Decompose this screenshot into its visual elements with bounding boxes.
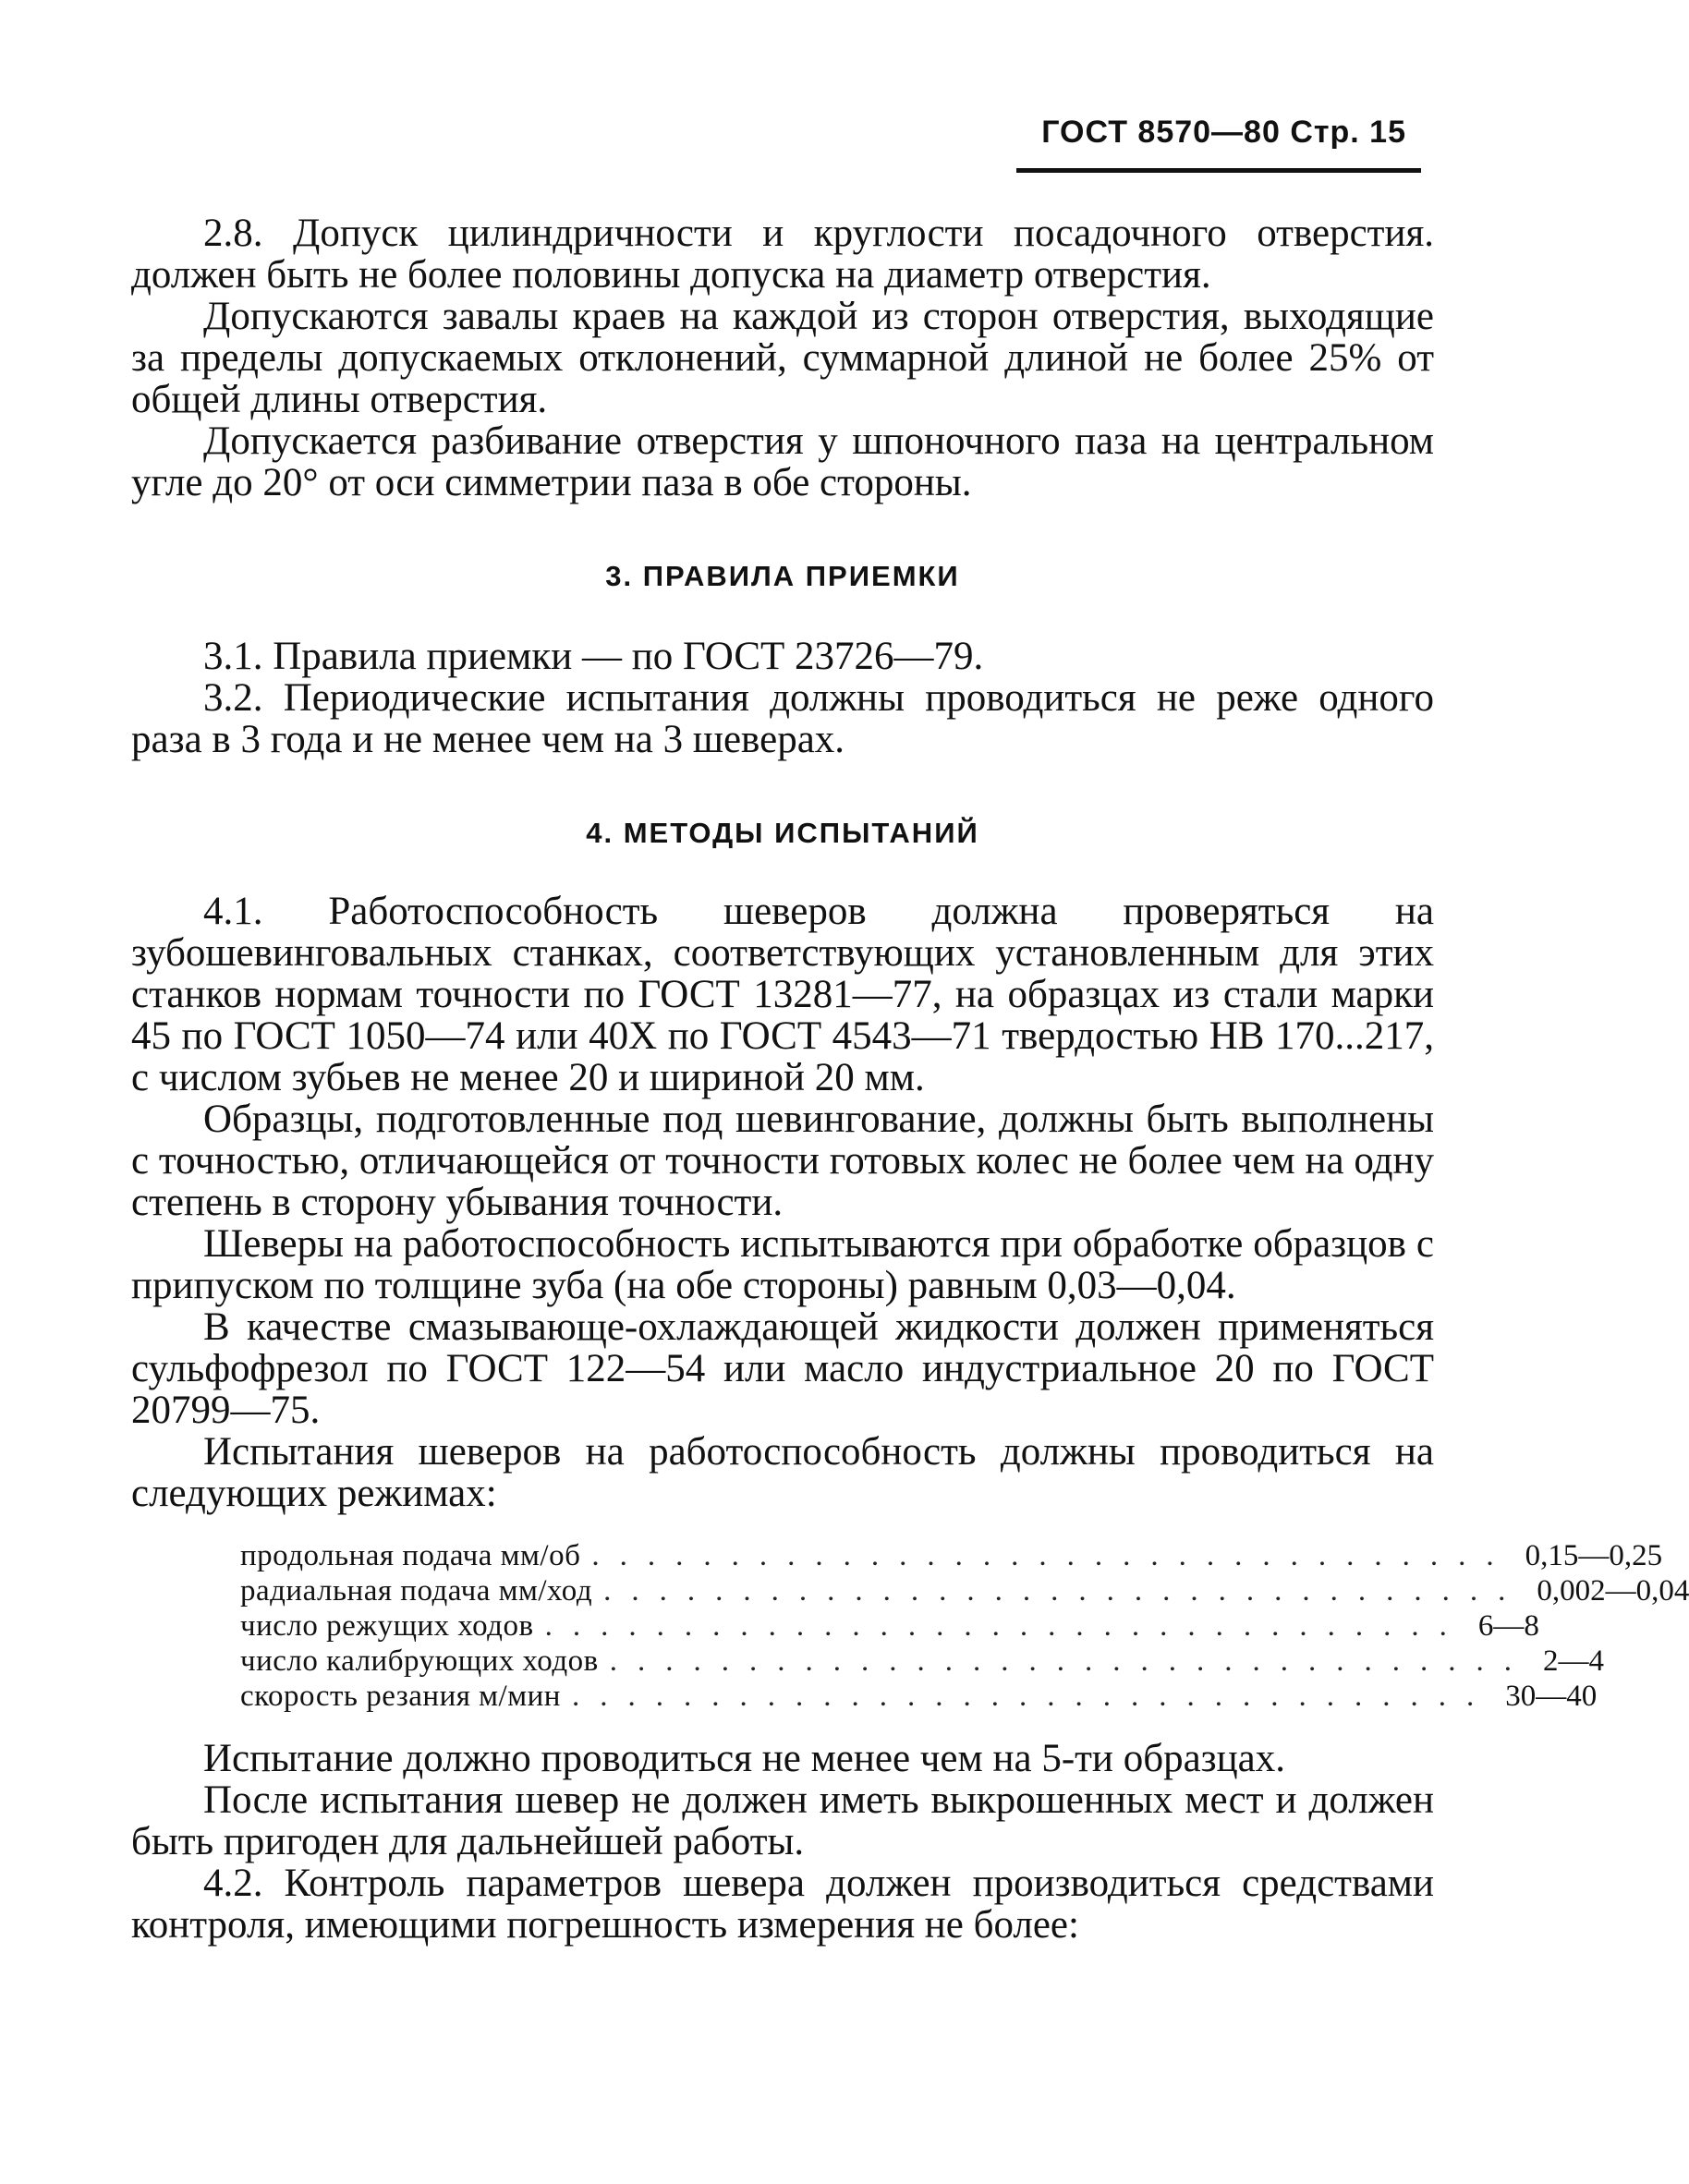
mode-label: скорость резания м/мин: [240, 1680, 561, 1713]
section-title-test-methods: 4. МЕТОДЫ ИСПЫТАНИЙ: [586, 817, 979, 849]
paragraph-samples: Образцы, подготовленные под шевингование, должны быть выполнены с точностью, отличающейся от точности готовых колес не более чем на одну степень в сторону убывания точности.: [131, 1098, 1434, 1224]
paragraph-3-2: 3.2. Периодические испытания должны проводиться не реже одного раза в 3 года и не менее чем на 3 шеверах.: [131, 676, 1434, 761]
header-rule: [1016, 168, 1421, 173]
dot-leader: .................................: [571, 1680, 1495, 1713]
paragraph-4-1: 4.1. Работоспособность шеверов должна проверяться на зубошевинговальных станках, соответствующих установленным для этих станков нормам точности по ГОСТ 13281—77, на образцах из стали марки 45 по ГОСТ 1050—74 или 40Х по ГОСТ 4543—71 твердостью НВ 170...217, с числом зубьев не менее 20 и шириной 20 мм.: [131, 890, 1434, 1099]
mode-label: радиальная подача мм/ход: [240, 1574, 593, 1608]
paragraph-coolant: В качестве смазывающе-охлаждающей жидкости должен применяться сульфофрезол по ГОСТ 122—54 или масло индустриальное 20 по ГОСТ 20799—75.: [131, 1305, 1434, 1432]
mode-value: 30—40: [1505, 1680, 1598, 1713]
mode-value: 2—4: [1542, 1644, 1604, 1678]
paragraph-sample-count: Испытание должно проводиться не менее чем на 5-ти образцах.: [203, 1737, 1285, 1780]
test-mode-row: [240, 1573, 1689, 1608]
dot-leader: .................................: [544, 1609, 1467, 1643]
page-header: ГОСТ 8570—80 Стр. 15: [1041, 115, 1406, 150]
test-mode-row: [240, 1644, 1604, 1679]
test-mode-row: [240, 1608, 1539, 1644]
dot-leader: .................................: [609, 1644, 1532, 1678]
mode-value: 6—8: [1477, 1609, 1539, 1643]
paragraph-modes-intro: Испытания шеверов на работоспособность должны проводиться на следующих режимах:: [131, 1430, 1434, 1515]
paragraph-allowance: Шеверы на работоспособность испытываются при обработке образцов с припуском по толщине зуба (на обе стороны) равным 0,03—0,04.: [131, 1222, 1434, 1307]
test-mode-row: [240, 1538, 1663, 1573]
paragraph-keyway: Допускается разбивание отверстия у шпоночного паза на центральном угле до 20° от оси симметрии паза в обе стороны.: [131, 419, 1434, 504]
test-modes-list: [240, 1538, 1689, 1714]
section-title-acceptance: 3. ПРАВИЛА ПРИЕМКИ: [605, 560, 960, 592]
paragraph-3-1: 3.1. Правила приемки — по ГОСТ 23726—79.: [203, 635, 984, 678]
mode-value: 0,15—0,25: [1525, 1539, 1663, 1572]
paragraph-after-test: После испытания шевер не должен иметь выкрошенных мест и должен быть пригоден для дальнейшей работы.: [131, 1778, 1434, 1863]
mode-value: 0,002—0,04: [1537, 1574, 1689, 1608]
dot-leader: .................................: [603, 1574, 1526, 1608]
dot-leader: .................................: [591, 1539, 1514, 1572]
mode-label: продольная подача мм/об: [240, 1539, 581, 1572]
paragraph-2-8: 2.8. Допуск цилиндричности и круглости посадочного отверстия. должен быть не более половины допуска на диаметр отверстия.: [131, 212, 1434, 297]
mode-label: число режущих ходов: [240, 1609, 534, 1643]
paragraph-edge-dropoff: Допускаются завалы краев на каждой из сторон отверстия, выходящие за пределы допускаемых отклонений, суммарной длиной не более 25% от общей длины отверстия.: [131, 295, 1434, 421]
document-body: [131, 212, 1689, 1947]
mode-label: число калибрующих ходов: [240, 1644, 599, 1678]
test-mode-row: [240, 1679, 1598, 1714]
paragraph-4-2: 4.2. Контроль параметров шевера должен производиться средствами контроля, имеющими погрешность измерения не более:: [131, 1862, 1434, 1947]
